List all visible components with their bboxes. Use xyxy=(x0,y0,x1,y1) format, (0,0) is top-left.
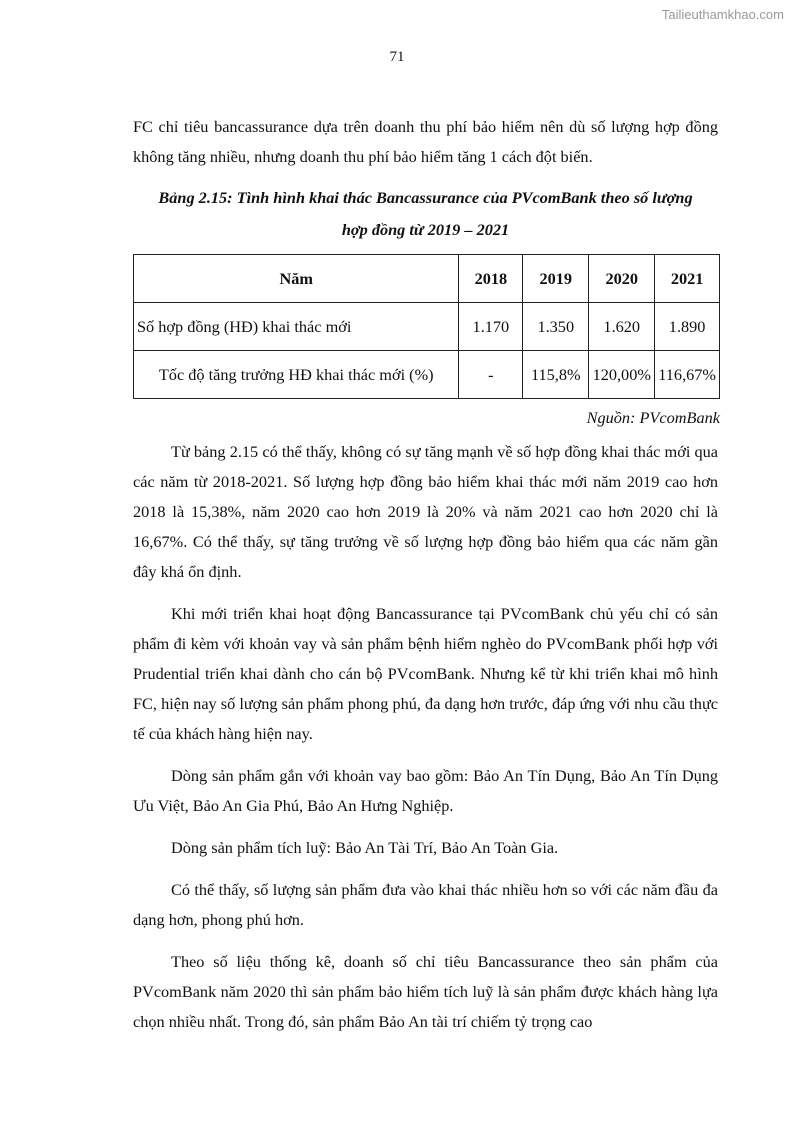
header-2021: 2021 xyxy=(655,255,720,303)
paragraph: Có thể thấy, số lượng sản phẩm đưa vào khai thác nhiều hơn so với các năm đầu đa dạng hơn, phong phú hơn. xyxy=(133,880,718,929)
cell-value: 120,00% xyxy=(589,351,655,399)
row-label-growth-rate: Tốc độ tăng trưởng HĐ khai thác mới (%) xyxy=(134,351,459,399)
table-header-row xyxy=(134,255,720,303)
header-year-label: Năm xyxy=(134,255,459,303)
cell-value: 1.350 xyxy=(523,303,589,351)
paragraph: Dòng sản phẩm gắn với khoản vay bao gồm: Bảo An Tín Dụng, Bảo An Tín Dụng Ưu Việt, Bảo An Gia Phú, Bảo An Hưng Nghiệp. xyxy=(133,766,718,815)
cell-value: 1.620 xyxy=(589,303,655,351)
cell-value: 115,8% xyxy=(523,351,589,399)
paragraph: Theo số liệu thống kê, doanh số chỉ tiêu Bancassurance theo sản phẩm của PVcomBank năm 2020 thì sản phẩm bảo hiểm tích luỹ là sản phẩm được khách hàng lựa chọn nhiều nhất. Trong đó, sản phẩm Bảo An tài trí chiếm tỷ trọng cao xyxy=(133,952,718,1031)
header-2019: 2019 xyxy=(523,255,589,303)
paragraph: Từ bảng 2.15 có thể thấy, không có sự tăng mạnh về số hợp đồng khai thác mới qua các năm từ 2018-2021. Số lượng hợp đồng bảo hiểm khai thác mới năm 2019 cao hơn 2018 là 15,38%, năm 2020 cao hơn 2019 là 20% và năm 2021 cao hơn 2020 chỉ là 16,67%. Có thể thấy, sự tăng trưởng về số lượng hợp đồng bảo hiểm qua các năm gần đây khá ổn định. xyxy=(133,442,718,581)
header-2020: 2020 xyxy=(589,255,655,303)
contracts-table xyxy=(133,254,720,399)
table-source: Nguồn: PVcomBank xyxy=(586,408,720,427)
page-number: 71 xyxy=(389,49,405,65)
table-row xyxy=(134,303,720,351)
cell-value: 1.170 xyxy=(459,303,523,351)
cell-value: 116,67% xyxy=(655,351,720,399)
table-row xyxy=(134,351,720,399)
header-2018: 2018 xyxy=(459,255,523,303)
cell-value: 1.890 xyxy=(655,303,720,351)
row-label-new-contracts: Số hợp đồng (HĐ) khai thác mới xyxy=(134,303,459,351)
paragraph: Dòng sản phẩm tích luỹ: Bảo An Tài Trí, Bảo An Toàn Gia. xyxy=(171,838,559,857)
document-body xyxy=(133,112,718,1037)
table-caption xyxy=(133,182,718,246)
paragraph-continuation: FC chỉ tiêu bancassurance dựa trên doanh thu phí bảo hiểm nên dù số lượng hợp đồng không tăng nhiều, nhưng doanh thu phí bảo hiểm tăng 1 cách đột biến. xyxy=(133,117,718,166)
cell-value: - xyxy=(459,351,523,399)
watermark: Tailieuthamkhao.com xyxy=(661,7,784,22)
table-caption-line-2: hợp đồng từ 2019 – 2021 xyxy=(341,220,510,239)
table-caption-line-1: Bảng 2.15: Tình hình khai thác Bancassurance của PVcomBank theo số lượng xyxy=(158,188,693,207)
paragraph: Khi mới triển khai hoạt động Bancassurance tại PVcomBank chủ yếu chỉ có sản phẩm đi kèm với khoản vay và sản phẩm bệnh hiểm nghèo do PVcomBank phối hợp với Prudential triển khai dành cho cán bộ PVcomBank. Nhưng kể từ khi triển khai mô hình FC, hiện nay số lượng sản phẩm phong phú, đa dạng hơn trước, đáp ứng với nhu cầu thực tế của khách hàng hiện nay. xyxy=(133,604,718,743)
